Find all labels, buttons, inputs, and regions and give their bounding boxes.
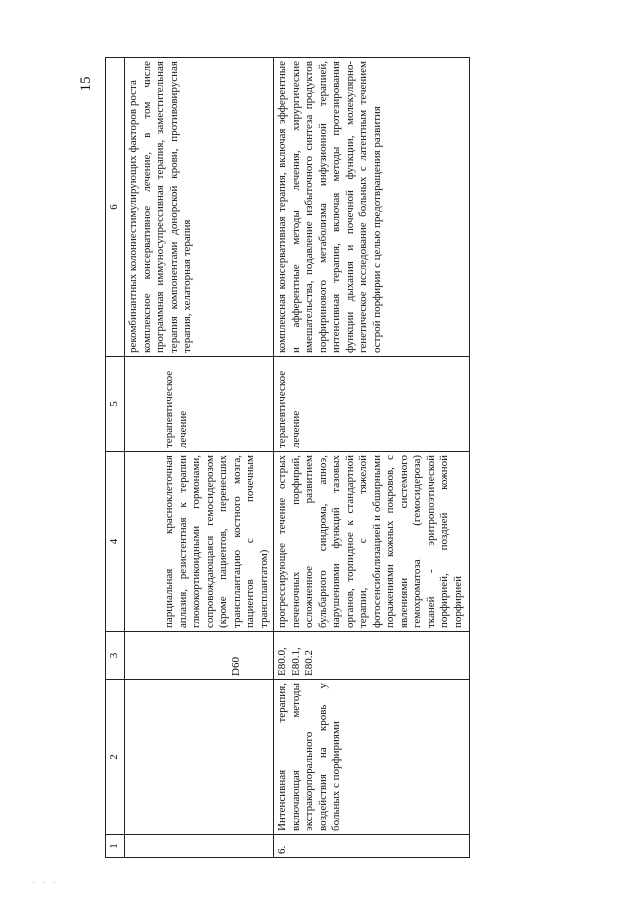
row6-model: прогрессирующее течение острых печеночных порфирий, осложненное развитием бульбарного синдрома, апноэ, нарушениями функций тазовых органов, торпидное к стандартной терапии, с тяжелой фотосенсибилизацией и обширными поражениями кожных покровов, с явлениями системного гемохроматоза (гемосидероза) тканей - эритропоэтической порфирией, поздней кожной порфирией bbox=[274, 452, 470, 632]
header-col-6: 6 bbox=[106, 58, 125, 357]
row6-codes: E80.0, E80.1, E80.2 bbox=[274, 632, 470, 680]
cont-col-3: D60 bbox=[125, 632, 274, 680]
document-table-rotated bbox=[105, 58, 465, 858]
cont-col-2 bbox=[125, 680, 274, 835]
continuation-row bbox=[125, 58, 274, 858]
cont-col-4: парциальная красноклеточная аплазия, резистентная к терапии глюкокортикоидными гормонами, сопровождающаяся гемосидерозом (кроме пациентов, перенесших трансплантацию костного мозга, пациентов с почечным трансплантатом) bbox=[125, 452, 274, 632]
table-row-6 bbox=[274, 58, 470, 858]
header-col-5: 5 bbox=[106, 357, 125, 452]
header-col-1: 1 bbox=[106, 835, 125, 858]
header-col-2: 2 bbox=[106, 680, 125, 835]
cont-col-6-main: комплексное консервативное лечение, в том числе программная иммуносупрессивная терапия, заместительная терапия компонентами донорской крови, противовирусная терапия, хелаторная терапия bbox=[140, 61, 193, 353]
row6-num: 6. bbox=[274, 835, 470, 858]
row6-treatment-method: комплексная консервативная терапия, включая эфферентные и афферентные методы лечения, хирургические вмешательства, подавление избыточного синтеза продуктов порфиринового метаболизма инфузионной терапией, интенсивная терапия, включая методы протезирования функции дыхания и почечной функции, молекулярно-генетическое исследование больных с латентным течением острой порфирии с целью предотвращения развития bbox=[274, 58, 470, 357]
header-col-3: 3 bbox=[106, 632, 125, 680]
cont-col-6 bbox=[125, 58, 274, 357]
cont-col-5: терапевтическое лечение bbox=[125, 357, 274, 452]
scan-marks: . . . bbox=[33, 876, 58, 885]
header-col-4: 4 bbox=[106, 452, 125, 632]
header-row bbox=[106, 58, 125, 858]
cont-col-1 bbox=[125, 835, 274, 858]
cont-col-6-top: рекомбинантных колониестимулирующих факторов роста bbox=[127, 80, 139, 353]
page-number: 15 bbox=[78, 76, 94, 92]
row6-method: Интенсивная терапия, включающая методы экстракорпорального воздействия на кровь у больных с порфириями bbox=[274, 680, 470, 835]
row6-treatment-type: терапевтическое лечение bbox=[274, 357, 470, 452]
treatment-table bbox=[105, 57, 470, 858]
